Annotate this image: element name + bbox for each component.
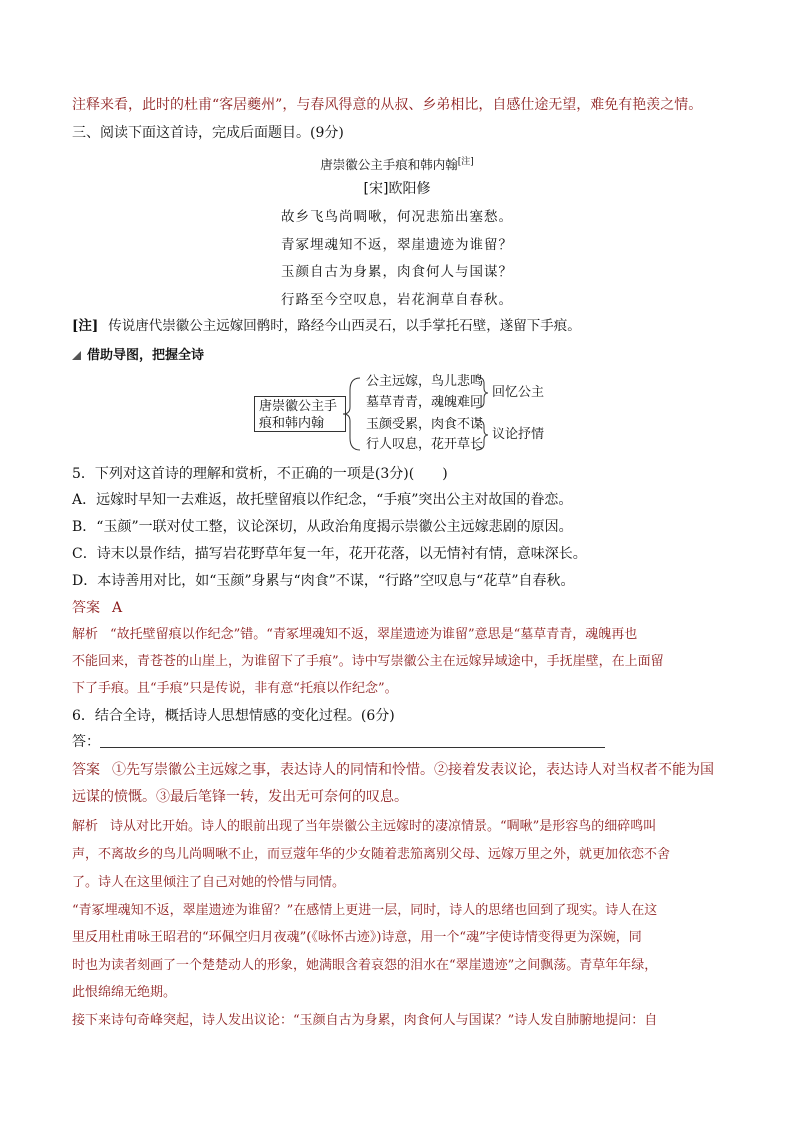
- q6-answer-line-2: 远谋的愤慨。③最后笔锋一转，发出无可奈何的叹息。: [72, 789, 408, 805]
- q5-analysis-line-2: 不能回来，青苍苍的山崖上，为谁留下了手痕”。诗中写崇徽公主在远嫁异域途中，手抚崖壁，在上面留: [72, 654, 664, 669]
- q5-option-b: B．“玉颜”一联对仗工整，议论深切，从政治角度揭示崇徽公主远嫁悲剧的原因。: [72, 519, 573, 535]
- q6-analysis-line-3: 了。诗人在这里倾注了自己对她的怜惜与同情。: [72, 875, 346, 890]
- intro-line: 注释来看，此时的杜甫“客居夔州”，与春风得意的从叔、乡弟相比，自感仕途无望，难免有艳羡之情。: [72, 97, 703, 113]
- mindmap-item: 公主远嫁，鸟儿悲鸣: [366, 374, 484, 389]
- section3-heading: 三、阅读下面这首诗，完成后面题目。(9分): [72, 125, 344, 141]
- mindmap-root: 唐崇徽公主手痕和韩内翰: [254, 396, 346, 432]
- q6-analysis-line-1: [72, 818, 656, 836]
- mindmap-section-label: 借助导图，把握全诗: [87, 348, 205, 363]
- poem-line-1: 故乡飞鸟尚啁啾，何况悲笳出塞愁。: [281, 209, 513, 225]
- q5-answer-value: A: [112, 600, 123, 616]
- q6-analysis-text: 诗从对比开始。诗人的眼前出现了当年崇徽公主远嫁时的凄凉情景。“啁啾”是形容鸟的细碎鸣叫: [110, 819, 657, 834]
- q6-analysis-label: 解析: [72, 819, 99, 834]
- mindmap-item: 墓草青青，魂魄难回: [366, 395, 484, 410]
- q5-analysis-line-3: 下了手痕。且“手痕”只是传说，非有意“托痕以作纪念”。: [72, 681, 398, 696]
- mindmap-group-label: 回忆公主: [492, 385, 545, 400]
- q6-analysis-line-7: 此恨绵绵无绝期。: [72, 985, 177, 1000]
- q5-option-c: C．诗末以景作结，描写岩花野草年复一年，花开花落，以无情衬有情，意味深长。: [72, 546, 587, 562]
- poem-line-4: 行路至今空叹息，岩花涧草自春秋。: [281, 292, 513, 308]
- q6-analysis-line-8: 接下来诗句奇峰突起，诗人发出议论：“玉颜自古为身累，肉食何人与国谋？”诗人发自肺腑地提问：自: [72, 1013, 658, 1028]
- note-text: 传说唐代崇徽公主远嫁回鹘时，路经今山西灵石，以手掌托石壁，遂留下手痕。: [108, 318, 581, 334]
- poem-line-3: 玉颜自古为身累，肉食何人与国谋？: [281, 264, 513, 280]
- poem-title: 唐崇徽公主手痕和韩内翰: [320, 157, 458, 173]
- note-mark: [注]: [72, 318, 99, 334]
- q5-analysis-text: “故托壁留痕以作纪念”错。“青冢埋魂知不返，翠崖遗迹为谁留”意思是“墓草青青，魂魄再也: [110, 627, 638, 642]
- q5-stem: 5．下列对这首诗的理解和赏析，不正确的一项是(3分)( ): [72, 466, 448, 482]
- answer-blank-line[interactable]: [100, 746, 605, 748]
- mindmap-group-label: 议论抒情: [492, 427, 545, 442]
- mindmap-item: 行人叹息，花开草长: [366, 437, 484, 452]
- q6-answer-label: 答案: [72, 762, 100, 778]
- q5-option-d: D．本诗善用对比，如“玉颜”身累与“肉食”不谋，“行路”空叹息与“花草”自春秋。: [72, 573, 575, 589]
- q5-option-a: A．远嫁时早知一去难返，故托壁留痕以作纪念，“手痕”突出公主对故国的眷恋。: [72, 492, 573, 508]
- poem-line-2: 青冢埋魂知不返，翠崖遗迹为谁留？: [281, 237, 513, 253]
- q6-answer-prompt: 答：: [72, 734, 100, 750]
- poem-author: [宋]欧阳修: [363, 181, 431, 197]
- mindmap-item: 玉颜受累，肉食不谋: [366, 417, 484, 432]
- q6-analysis-line-2: 声，不离故乡的鸟儿尚啁啾不止，而豆蔻年华的少女随着悲笳离别父母、远嫁万里之外，就更加依恋不舍: [72, 847, 671, 862]
- q5-analysis-label: 解析: [72, 627, 99, 642]
- q6-analysis-line-6: 时也为读者刻画了一个楚楚动人的形象，她满眼含着哀怨的泪水在“翠崖遗迹”之间飘荡。青草年年绿，: [72, 958, 658, 973]
- poem-title-note: [注]: [457, 157, 474, 167]
- q5-answer: [72, 599, 122, 617]
- q6-answer-text: ①先写崇徽公主远嫁之事，表达诗人的同情和怜惜。②接着发表议论，表达诗人对当权者不能为国: [112, 762, 714, 778]
- q5-answer-label: 答案: [72, 600, 100, 616]
- q6-answer-line-1: [72, 761, 714, 779]
- q5-analysis-line-1: [72, 626, 637, 644]
- q6-analysis-line-4: “青冢埋魂知不返，翠崖遗迹为谁留？”在感情上更进一层，同时，诗人的思绪也回到了现实。诗人在这: [72, 903, 658, 918]
- q6-stem: 6．结合全诗，概括诗人思想情感的变化过程。(6分): [72, 708, 395, 724]
- q6-analysis-line-5: 里反用杜甫咏王昭君的“环佩空归月夜魂”(《咏怀古迹》)诗意，用一个“魂”字使诗情变得更为深婉，同: [72, 930, 642, 945]
